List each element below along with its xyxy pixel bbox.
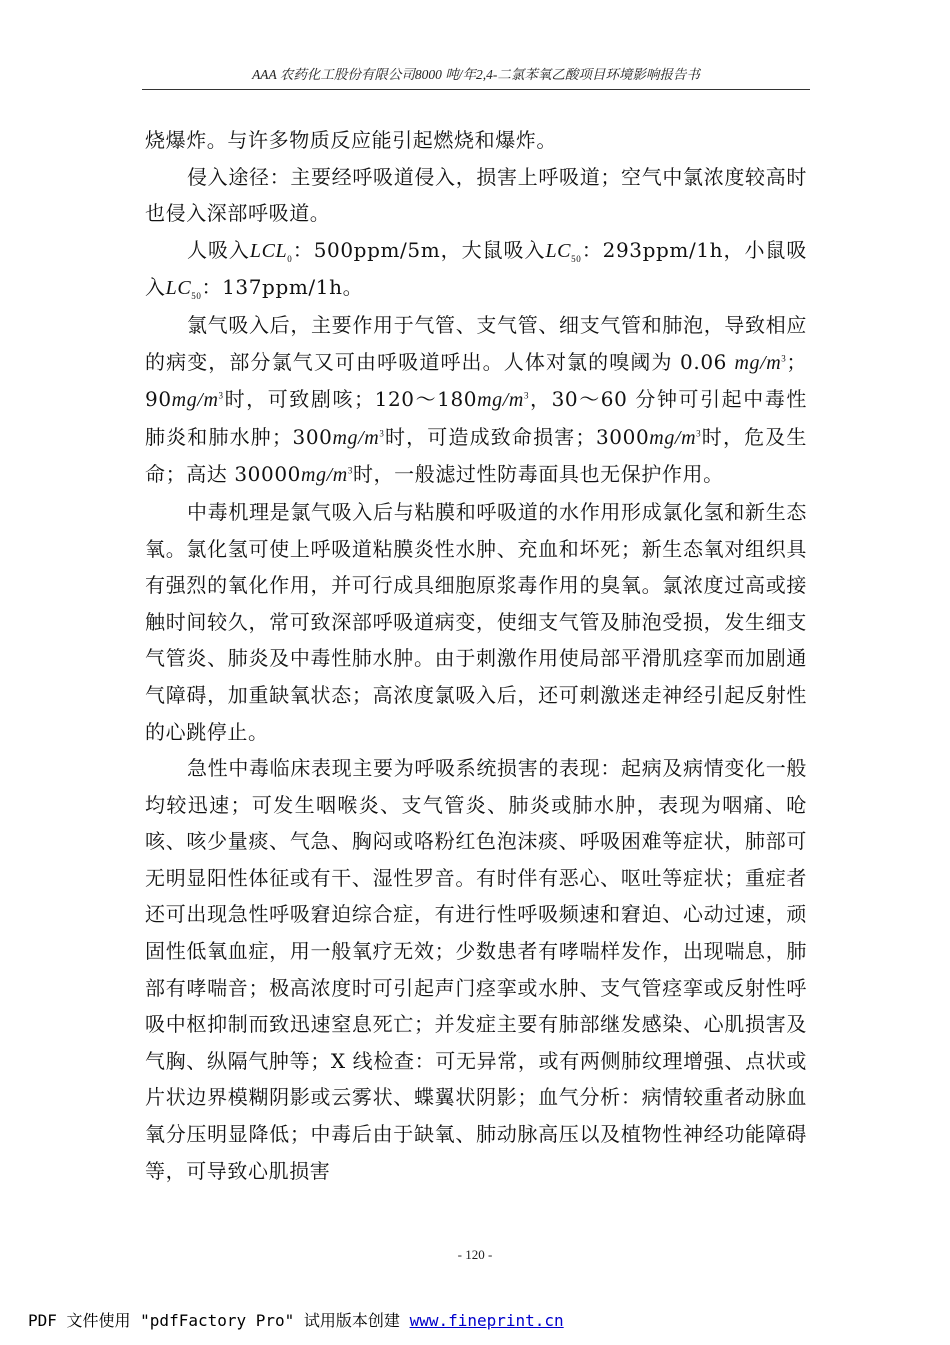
unit-mg-m3: $mg/m^3$: [477, 389, 530, 412]
unit-mg-m3: $mg/m^3$: [300, 464, 353, 487]
paragraph-continuation: 烧爆炸。与许多物质反应能引起燃烧和爆炸。: [145, 128, 557, 152]
document-body: [145, 122, 807, 1189]
unit-mg-m3: $mg/m^3$: [171, 389, 224, 412]
header-divider: [142, 89, 810, 90]
paragraph-inhalation-effects: [145, 307, 807, 494]
pdf-creator-note: [28, 1308, 564, 1331]
paragraph-exposure-route: 侵入途径：主要经呼吸道侵入，损害上呼吸道；空气中氯浓度较高时也侵入深部呼吸道。: [145, 164, 807, 226]
paragraph-clinical-symptoms: 急性中毒临床表现主要为呼吸系统损害的表现：起病及病情变化一般均较迅速；可发生咽喉炎、支气管炎、肺炎或肺水肿，表现为咽痛、呛咳、咳少量痰、气急、胸闷或咯粉红色泡沫痰、呼吸困难等症状，肺部可无明显阳性体征或有干、湿性罗音。有时伴有恶心、呕吐等症状；重症者还可出现急性呼吸窘迫综合症，有进行性呼吸频速和窘迫、心动过速，顽固性低氧血症，用一般氧疗无效；少数患者有哮喘样发作，出现喘息，肺部有哮喘音；极高浓度时可引起声门痉挛或水肿、支气管痉挛或反射性呼吸中枢抑制而致迅速窒息死亡；并发症主要有肺部继发感染、心肌损害及气胸、纵隔气肿等；X 线检查：可无异常，或有两侧肺纹理增强、点状或片状边界模糊阴影或云雾状、蝶翼状阴影；血气分析：病情较重者动脉血氧分压明显降低；中毒后由于缺氧、肺动脉高压以及植物性神经功能障碍等，可导致心肌损害: [145, 756, 807, 1183]
text-segment: 时，可造成致命损害；3000: [384, 424, 650, 449]
pdf-note-text: PDF 文件使用 "pdfFactory Pro" 试用版本创建: [28, 1311, 410, 1330]
text-segment: 氯气吸入后，主要作用于气管、支气管、细支气管和肺泡，导致相应的病变，部分氯气又可由呼吸道呼出。人体对氯的嗅阈为 0.06: [145, 312, 807, 374]
fineprint-link[interactable]: www.fineprint.cn: [409, 1311, 564, 1330]
unit-mg-m3: $mg/m^3$: [332, 426, 385, 449]
text-segment: ：500ppm/5m，大鼠吸入: [292, 237, 546, 262]
text-segment: 时，一般滤过性防毒面具也无保护作用。: [352, 462, 724, 487]
paragraph-toxicity-values: [145, 232, 807, 307]
text-segment: ：293ppm/1h，小鼠吸入: [145, 237, 807, 300]
unit-mg-m3: $mg/m^3$: [734, 351, 787, 374]
unit-mg-m3: $mg/m^3$: [649, 426, 702, 449]
page-number: - 120 -: [457, 1247, 493, 1262]
paragraph-poisoning-mechanism: 中毒机理是氯气吸入后与粘膜和呼吸道的水作用形成氯化氢和新生态氧。氯化氢可使上呼吸道粘膜炎性水肿、充血和坏死；新生态氧对组织具有强烈的氧化作用，并可行成具细胞原浆毒作用的臭氧。氯浓度过高或接触时间较久，常可致深部呼吸道病变，使细支气管及肺泡受损，发生细支气管炎、肺炎及中毒性肺水肿。由于刺激作用使局部平滑肌痉挛而加剧通气障碍，加重缺氧状态；高浓度氯吸入后，还可刺激迷走神经引起反射性的心跳停止。: [145, 499, 807, 744]
text-segment: ，30～60 分钟可引起中毒性肺炎和肺水肿；300: [145, 387, 807, 449]
lcl-symbol: $LCL_0$: [249, 239, 293, 264]
lc50-symbol: $LC_{50}$: [165, 277, 202, 302]
text-segment: 人吸入: [187, 237, 250, 262]
text-segment: ；90: [145, 349, 807, 412]
text-segment: ：137ppm/1h。: [201, 275, 364, 300]
text-segment: 时，危及生命；高达 30000: [145, 424, 807, 487]
lc50-symbol: $LC_{50}$: [545, 239, 582, 264]
running-header: AAA 农药化工股份有限公司8000 吨/年2,4-二氯苯氧乙酸项目环境影响报告书: [252, 67, 700, 82]
text-segment: 时，可致剧咳；120～180: [223, 387, 478, 412]
